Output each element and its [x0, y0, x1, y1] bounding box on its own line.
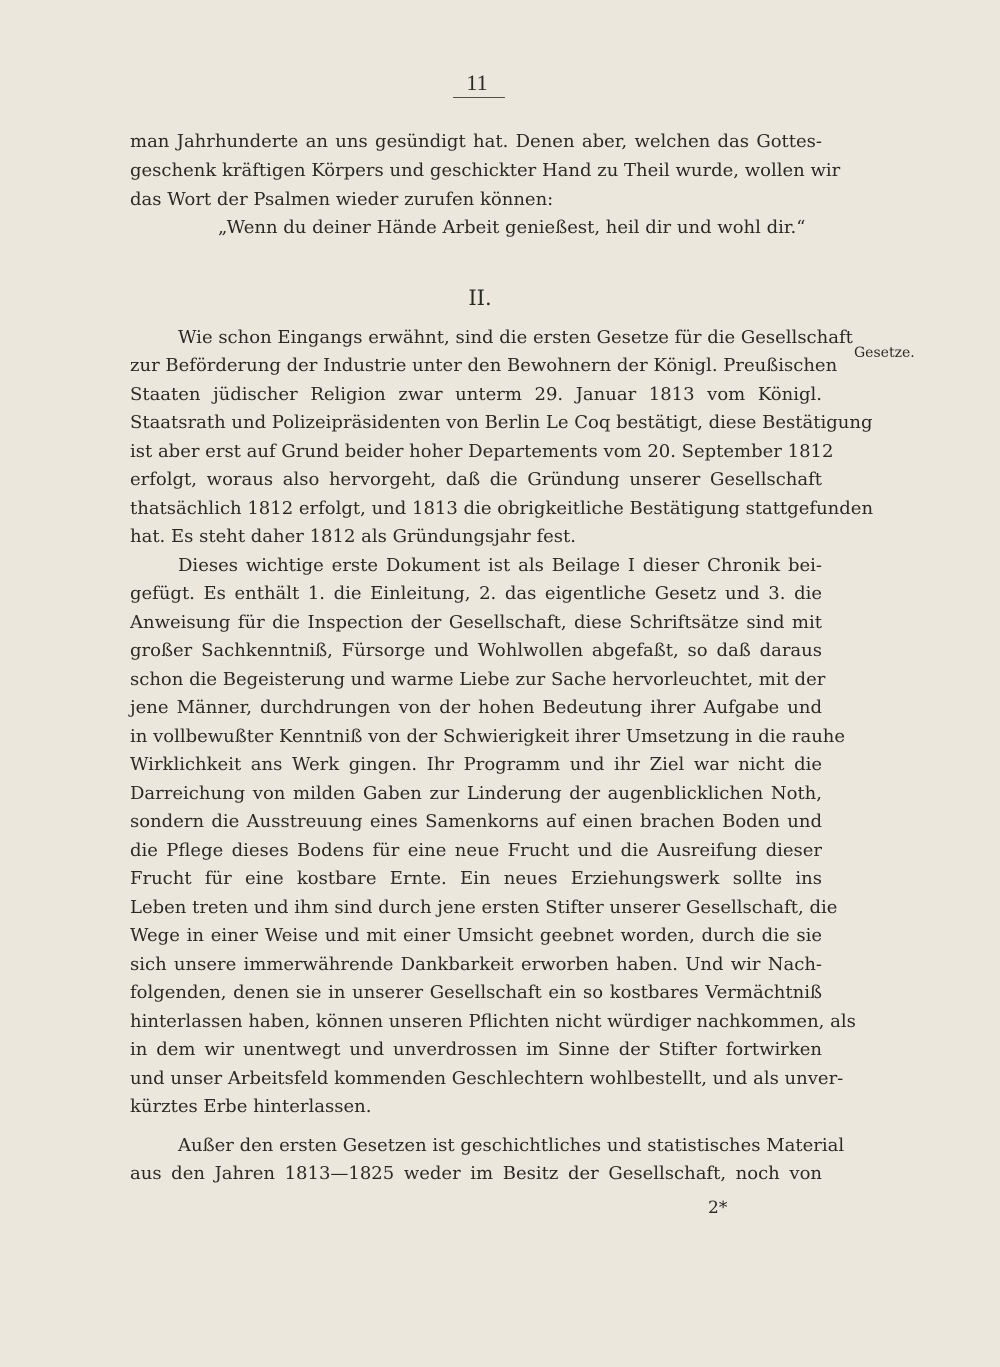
section-heading: II.: [468, 286, 492, 310]
text-line: Anweisung für die Inspection der Gesellschaft, diese Schriftsätze sind mit: [130, 612, 822, 633]
text-line: Staaten jüdischer Religion zwar unterm 29. Januar 1813 vom Königl.: [130, 384, 822, 405]
text-line: sondern die Ausstreuung eines Samenkorns auf einen brachen Boden und: [130, 811, 822, 832]
text-line: Darreichung von milden Gaben zur Linderung der augenblicklichen Noth,: [130, 783, 822, 804]
text-line: kürztes Erbe hinterlassen.: [130, 1096, 372, 1117]
margin-note: Gesetze.: [854, 345, 915, 361]
text-line: großer Sachkenntniß, Fürsorge und Wohlwollen abgefaßt, so daß daraus: [130, 640, 822, 661]
text-line: und unser Arbeitsfeld kommenden Geschlechtern wohlbestellt, und als unver-: [130, 1068, 844, 1089]
text-line: das Wort der Psalmen wieder zurufen können:: [130, 189, 554, 210]
text-line: in vollbewußter Kenntniß von der Schwierigkeit ihrer Umsetzung in die rauhe: [130, 726, 846, 747]
text-line: Frucht für eine kostbare Ernte. Ein neues Erziehungswerk sollte ins: [130, 868, 822, 889]
text-line: sich unsere immerwährende Dankbarkeit erworben haben. Und wir Nach-: [130, 954, 822, 975]
text-line: zur Beförderung der Industrie unter den Bewohnern der Königl. Preußischen: [130, 355, 838, 376]
text-line: die Pflege dieses Bodens für eine neue Frucht und die Ausreifung dieser: [130, 840, 822, 861]
page-number: 11: [466, 70, 488, 95]
text-line: Außer den ersten Gesetzen ist geschichtliches und statistisches Material: [178, 1135, 845, 1156]
text-line: thatsächlich 1812 erfolgt, und 1813 die obrigkeitliche Bestätigung stattgefunden: [130, 498, 874, 519]
text-line: aus den Jahren 1813—1825 weder im Besitz der Gesellschaft, noch von: [130, 1163, 822, 1184]
text-line: Staatsrath und Polizeipräsidenten von Berlin Le Coq bestätigt, diese Bestätigung: [130, 412, 873, 433]
text-line: Wirklichkeit ans Werk gingen. Ihr Programm und ihr Ziel war nicht die: [130, 754, 822, 775]
text-line: hinterlassen haben, können unseren Pflichten nicht würdiger nachkommen, als: [130, 1011, 856, 1032]
text-line: hat. Es steht daher 1812 als Gründungsjahr fest.: [130, 526, 576, 547]
text-line: in dem wir unentwegt und unverdrossen im Sinne der Stifter fortwirken: [130, 1039, 822, 1060]
text-line: gefügt. Es enthält 1. die Einleitung, 2. das eigentliche Gesetz und 3. die: [130, 583, 822, 604]
text-line: Dieses wichtige erste Dokument ist als Beilage I dieser Chronik bei-: [178, 555, 822, 576]
text-line: Leben treten und ihm sind durch jene ersten Stifter unserer Gesellschaft, die: [130, 897, 838, 918]
quote-line: „Wenn du deiner Hände Arbeit genießest, heil dir und wohl dir.“: [218, 217, 806, 238]
text-line: ist aber erst auf Grund beider hoher Departements vom 20. September 1812: [130, 441, 834, 462]
text-line: schon die Begeisterung und warme Liebe zur Sache hervorleuchtet, mit der: [130, 669, 826, 690]
text-line: folgenden, denen sie in unserer Gesellschaft ein so kostbares Vermächtniß: [130, 982, 822, 1003]
text-line: geschenk kräftigen Körpers und geschickter Hand zu Theil wurde, wollen wir: [130, 160, 841, 181]
page-number-rule: [453, 97, 505, 98]
text-line: jene Männer, durchdrungen von der hohen Bedeutung ihrer Aufgabe und: [130, 697, 822, 718]
printer-signature-mark: 2*: [708, 1198, 728, 1218]
text-line: man Jahrhunderte an uns gesündigt hat. Denen aber, welchen das Gottes-: [130, 131, 822, 152]
text-line: Wege in einer Weise und mit einer Umsicht geebnet worden, durch die sie: [130, 925, 822, 946]
text-line: erfolgt, woraus also hervorgeht, daß die Gründung unserer Gesellschaft: [130, 469, 822, 490]
text-line: Wie schon Eingangs erwähnt, sind die ersten Gesetze für die Gesellschaft: [178, 327, 853, 348]
